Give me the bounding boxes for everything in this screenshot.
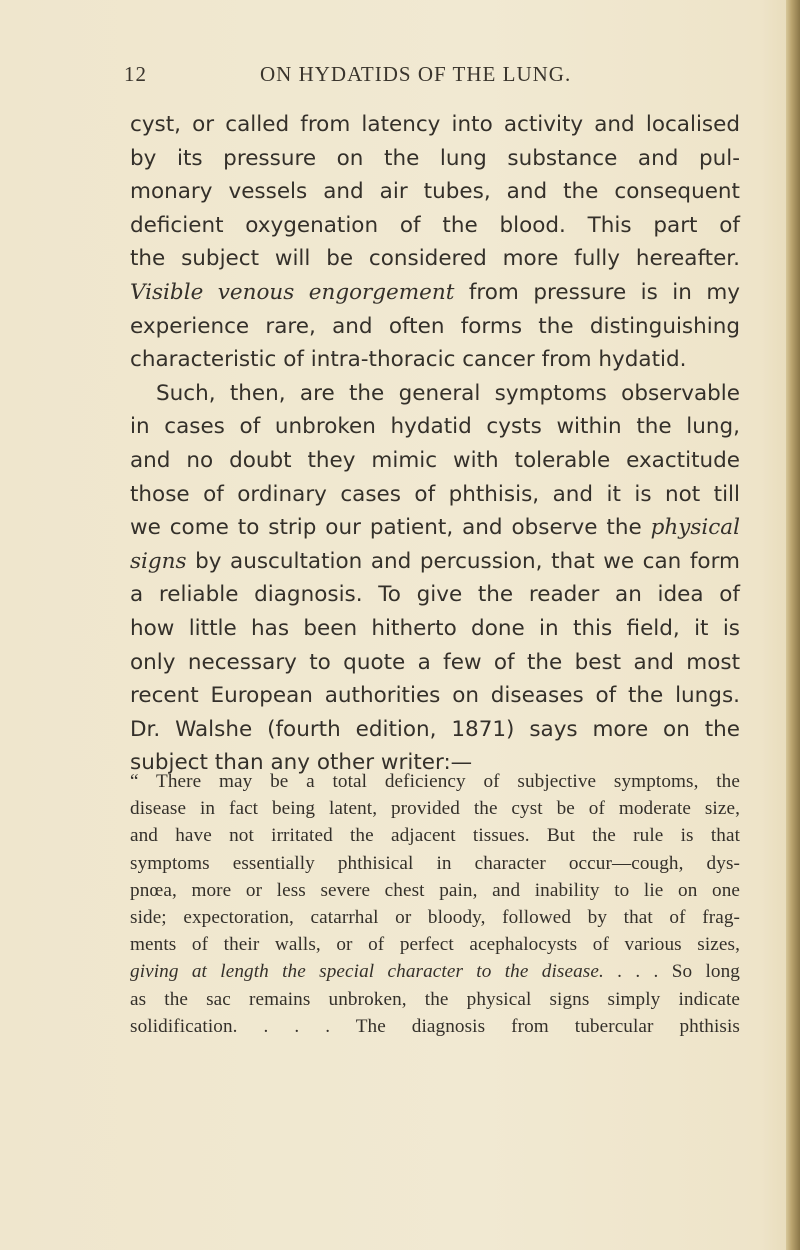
text-line: cyst, or called from latency into activity and localised bbox=[130, 112, 740, 137]
text-line: the subject will be considered more fully hereafter. bbox=[130, 246, 740, 272]
block-quote bbox=[130, 768, 740, 1040]
quote-line bbox=[130, 958, 740, 985]
italic-phrase: giving at length the special character to the disease. bbox=[130, 961, 604, 983]
text-run: we come to strip our patient, and observe the bbox=[130, 515, 651, 541]
quote-line: disease in fact being latent, provided the cyst be of moderate size, bbox=[130, 798, 740, 820]
italic-phrase: physical bbox=[650, 515, 740, 541]
text-line: subject than any other writer:— bbox=[130, 750, 473, 776]
text-line: deficient oxygenation of the blood. This part of bbox=[130, 212, 740, 238]
quote-line: ments of their walls, or of perfect acephalocysts of various sizes, bbox=[130, 934, 740, 956]
page-number: 12 bbox=[124, 62, 147, 86]
text-run: . . . So long bbox=[603, 961, 740, 983]
text-line: recent European authorities on diseases of the lungs. bbox=[130, 683, 740, 709]
text-line: and no doubt they mimic with tolerable exactitude bbox=[130, 447, 740, 473]
quote-line: and have not irritated the adjacent tissues. But the rule is that bbox=[130, 825, 740, 847]
quote-line: symptoms essentially phthisical in character occur—cough, dys- bbox=[130, 852, 740, 874]
text-line bbox=[130, 511, 740, 545]
text-line: characteristic of intra-thoracic cancer from hydatid. bbox=[130, 347, 687, 373]
text-line: those of ordinary cases of phthisis, and it is not till bbox=[130, 481, 740, 507]
text-run: by auscultation and percussion, that we can form bbox=[186, 548, 740, 574]
text-run: from pressure is in my bbox=[454, 279, 740, 305]
text-line: monary vessels and air tubes, and the consequent bbox=[130, 179, 740, 205]
quote-line: as the sac remains unbroken, the physical signs simply indicate bbox=[130, 988, 740, 1010]
running-title: ON HYDATIDS OF THE LUNG. bbox=[260, 62, 572, 86]
text-line: a reliable diagnosis. To give the reader an idea of bbox=[130, 582, 740, 608]
page-header bbox=[0, 62, 800, 92]
text-line bbox=[130, 276, 740, 310]
text-line: in cases of unbroken hydatid cysts within the lung, bbox=[130, 414, 740, 440]
text-line: Dr. Walshe (fourth edition, 1871) says more on the bbox=[130, 716, 740, 742]
quote-line: pnœa, more or less severe chest pain, and inability to lie on one bbox=[130, 879, 740, 901]
italic-phrase: signs bbox=[130, 548, 187, 574]
quote-line: solidification. . . . The diagnosis from tubercular phthisis bbox=[130, 1015, 740, 1037]
italic-phrase: Visible venous engorgement bbox=[130, 279, 455, 305]
quote-line: “ There may be a total deficiency of subjective symptoms, the bbox=[130, 771, 740, 792]
text-line: only necessary to quote a few of the best and most bbox=[130, 649, 740, 675]
text-line: by its pressure on the lung substance and pul- bbox=[130, 145, 740, 171]
quote-line: side; expectoration, catarrhal or bloody, followed by that of frag- bbox=[130, 907, 740, 929]
page-edge bbox=[786, 0, 800, 1250]
paragraph-start: Such, then, are the general symptoms observable bbox=[156, 380, 740, 406]
body-text bbox=[130, 108, 740, 780]
text-line: experience rare, and often forms the distinguishing bbox=[130, 313, 740, 339]
text-line bbox=[130, 545, 740, 579]
text-line: how little has been hitherto done in this field, it is bbox=[130, 615, 740, 641]
